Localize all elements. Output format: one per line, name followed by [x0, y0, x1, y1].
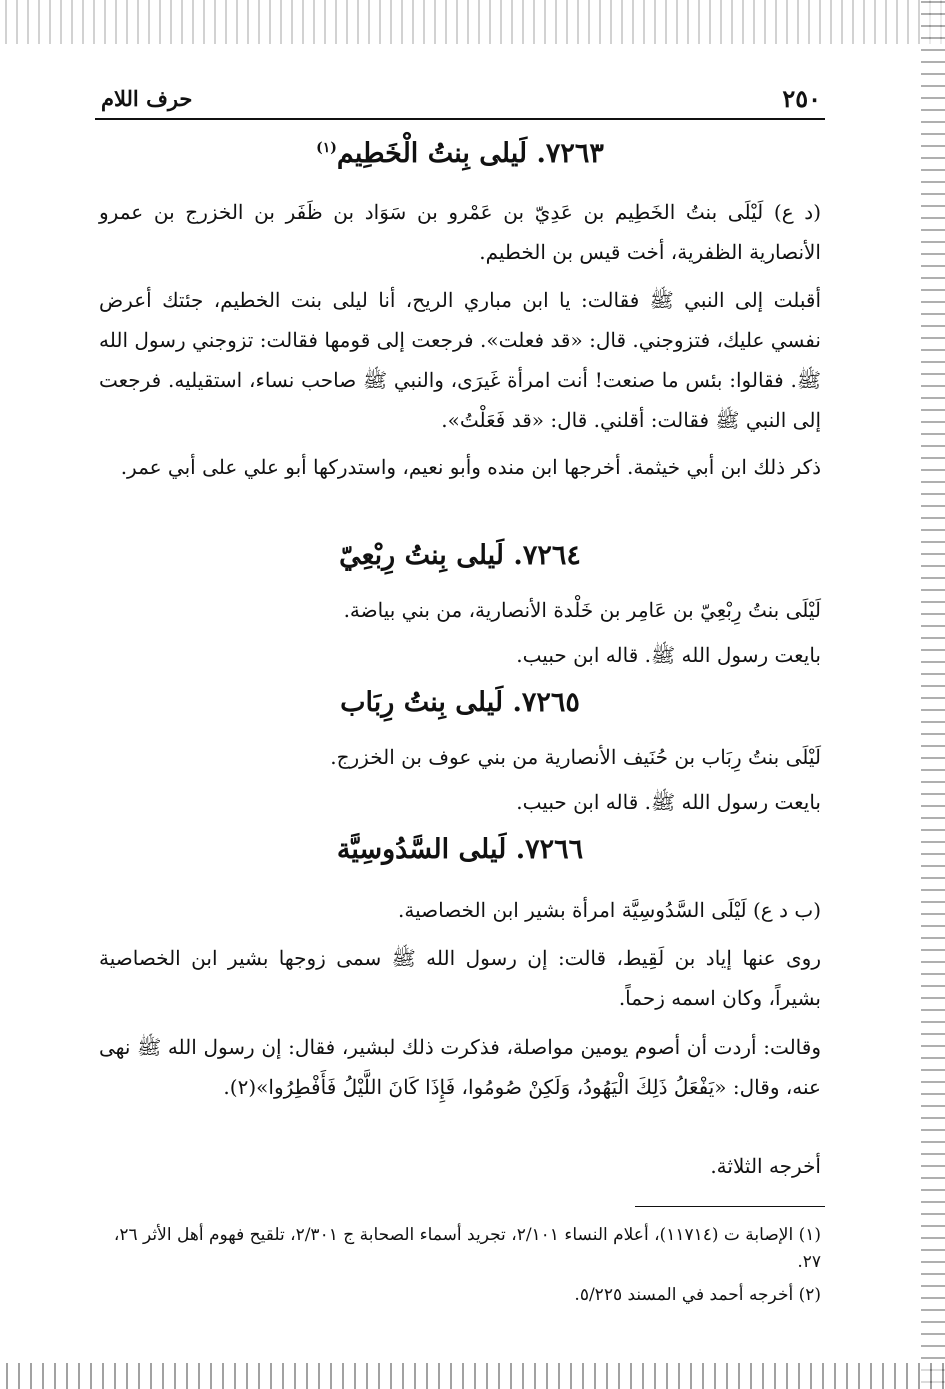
entry-lineage-paragraph: لَيْلَى بنتُ رِبْعِيّ بن عَامِر بن خَلْدة الأنصارية، من بني بياضة.	[343, 598, 821, 622]
entry-title-7264	[95, 540, 825, 571]
entry-title-text: ٧٢٦٥. لَيلى بِنتُ رِبَاب	[340, 687, 580, 718]
footnote-divider	[635, 1206, 825, 1207]
entry-note-paragraph: بايعت رسول الله ﷺ. قاله ابن حبيب.	[516, 643, 821, 667]
footnote-2: (٢) أخرجه أحمد في المسند ٥/٢٢٥.	[574, 1285, 821, 1305]
entry-title-7266	[95, 834, 825, 865]
entry-title-7263	[95, 138, 825, 169]
entry-note-paragraph: بايعت رسول الله ﷺ. قاله ابن حبيب.	[516, 790, 821, 814]
entry-lineage-paragraph: (ب د ع) لَيْلَى السَّدُوسِيَّة امرأة بشير ابن الخصاصية.	[398, 898, 821, 922]
footnote-1: (١) الإصابة ت (١١٧١٤)، أعلام النساء ٢/١٠١، تجريد أسماء الصحابة ج ٢/٣٠١، تلقيح فهوم أهل الأثر ٢٦، ٢٧.	[113, 1225, 821, 1272]
entry-source-paragraph: أخرجه الثلاثة.	[710, 1154, 821, 1178]
entry-title-text: ٧٢٦٦. لَيلى السَّدُوسِيَّة	[336, 834, 584, 865]
entry-lineage-paragraph: (د ع) لَيْلَى بنتُ الخَطِيم بن عَدِيّ بن عَمْرو بن سَوَاد بن ظَفَر بن الخزرج بن عمرو الأنصارية الظفرية، أخت قيس بن الخطيم.	[99, 200, 821, 264]
page-border-top	[0, 0, 945, 44]
page-number: ٢٥٠	[782, 84, 821, 113]
footnote-ref: (١)	[316, 140, 337, 156]
running-header	[95, 82, 825, 120]
page-border-bottom	[0, 1363, 945, 1389]
entry-title-7265	[95, 687, 825, 718]
entry-narrative-paragraph: روى عنها إياد بن لَقِيط، قالت: إن رسول الله ﷺ سمى زوجها بشير ابن الخصاصية بشيراً، وكان اسمه زحماً.	[99, 946, 821, 1010]
entry-source-paragraph: ذكر ذلك ابن أبي خيثمة. أخرجها ابن منده وأبو نعيم، واستدركها أبو علي على أبي عمر.	[120, 455, 821, 479]
section-title: حرف اللام	[101, 86, 193, 111]
entry-title-text: ٧٢٦٤. لَيلى بِنتُ رِبْعِيّ	[339, 540, 581, 571]
entry-lineage-paragraph: لَيْلَى بنتُ رِبَاب بن حُنَيف الأنصارية من بني عوف بن الخزرج.	[330, 745, 821, 769]
entry-hadith-paragraph: وقالت: أردت أن أصوم يومين مواصلة، فذكرت ذلك لبشير، فقال: إن رسول الله ﷺ نهى عنه، وقال: «يَفْعَلُ ذَلِكَ الْيَهُودُ، وَلَكِنْ صُومُوا، فَإِذَا كَانَ اللَّيْلُ فَأَفْطِرُوا»(٢).	[99, 1035, 821, 1099]
entry-title-text: ٧٢٦٣. لَيلى بِنتُ الْخَطِيم	[336, 138, 604, 169]
book-page	[95, 82, 825, 1362]
entry-narrative-paragraph: أقبلت إلى النبي ﷺ فقالت: يا ابن مباري الريح، أنا ليلى بنت الخطيم، جئتك أعرض نفسي عليك، فتزوجني. قال: «قد فعلت». فرجعت إلى قومها فقالت: تزوجني رسول الله ﷺ. فقالوا: بئس ما صنعت! أنت امرأة غَيرَى، والنبي ﷺ صاحب نساء، استقيليه. فرجعت إلى النبي ﷺ فقالت: أقلني. قال: «قد فَعَلْتُ».	[99, 288, 821, 432]
page-border-right	[921, 0, 945, 1389]
